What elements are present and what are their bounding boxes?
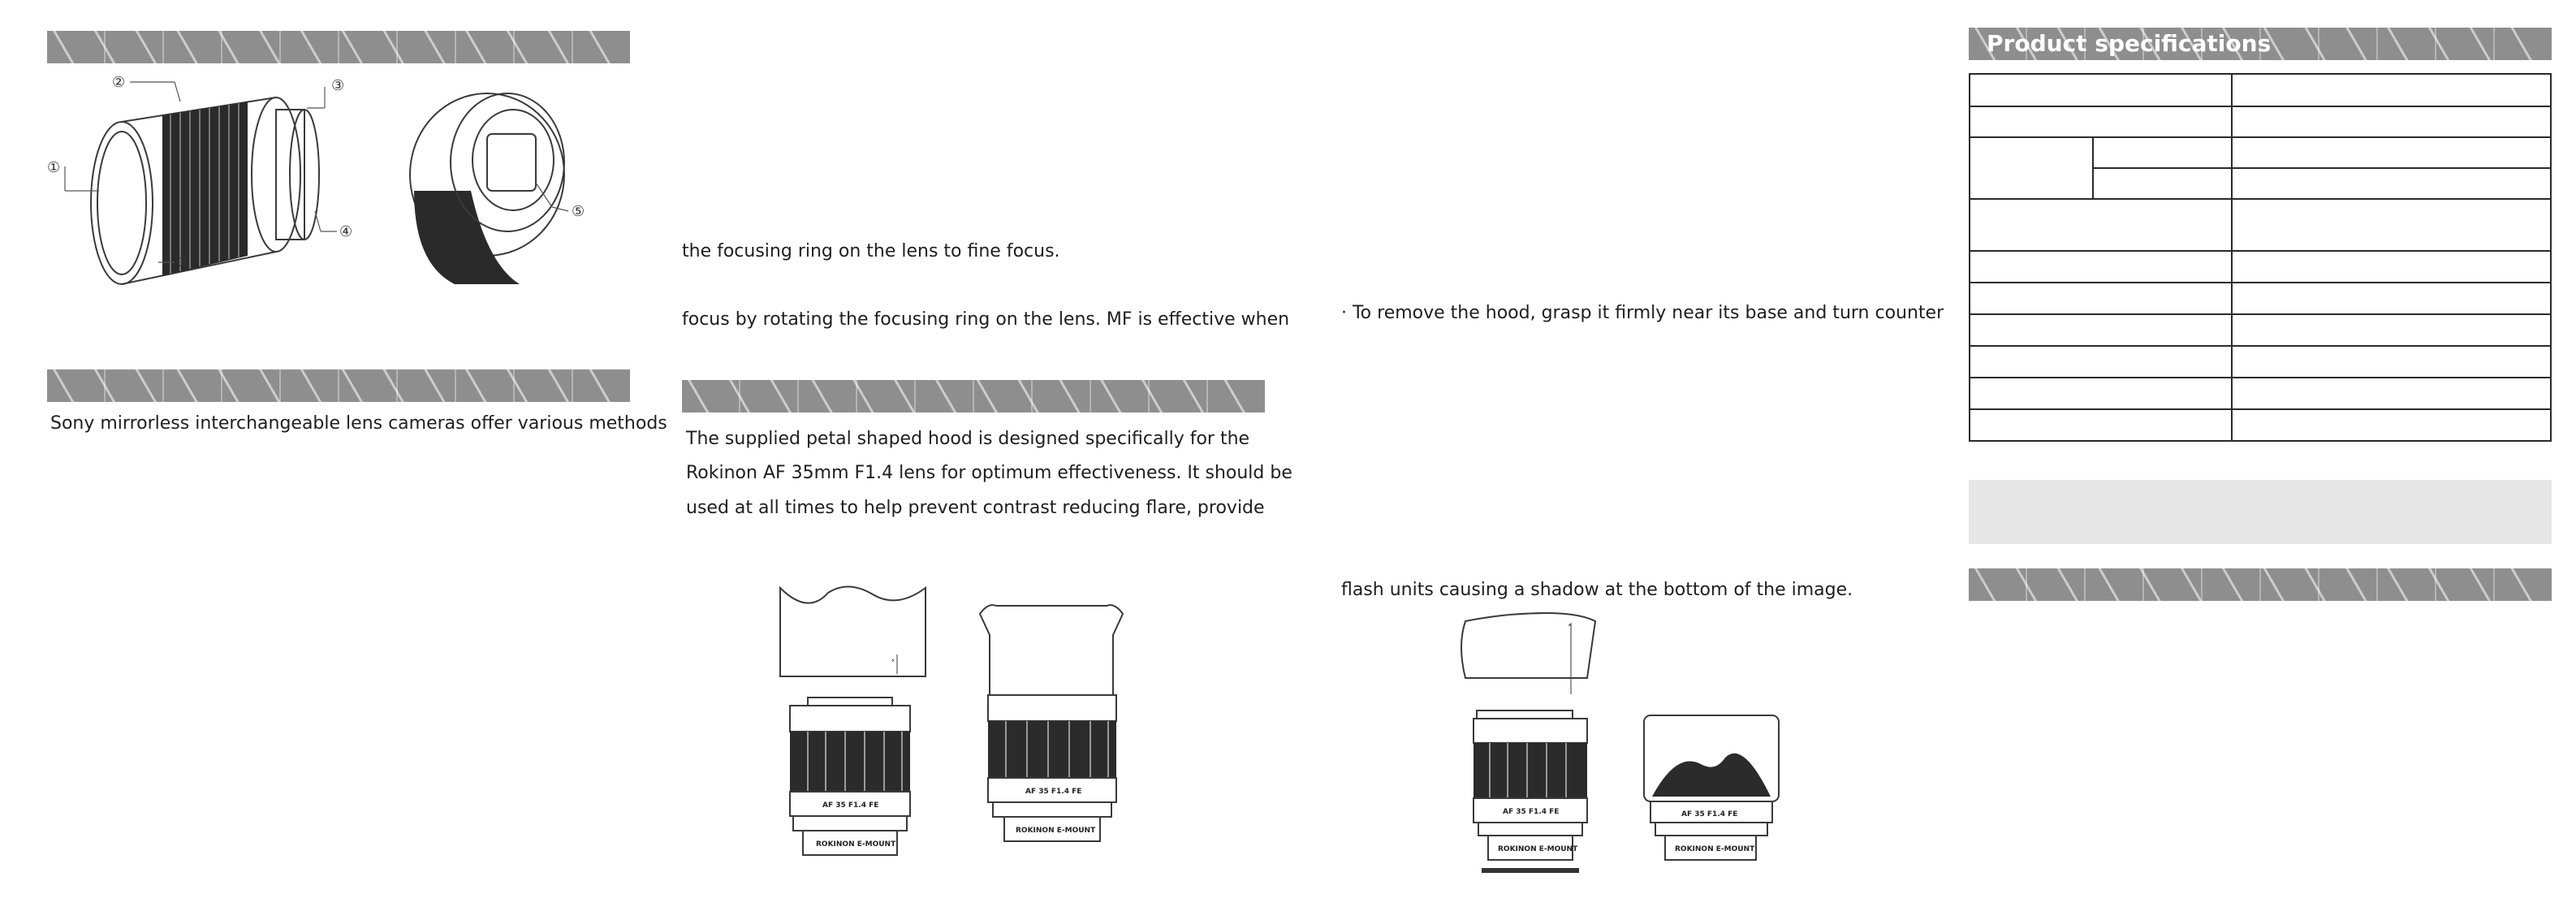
note-box (1969, 480, 2552, 544)
svg-text:⌃: ⌃ (1567, 624, 1573, 632)
callout-2: ② (112, 74, 126, 91)
mf-text-line-2: focus by rotating the focusing ring on the lens. MF is effective when (682, 309, 1290, 330)
flash-shadow-text: flash units causing a shadow at the bottom of the image. (1341, 580, 1853, 600)
lens-model-label: AF 35 F1.4 FE (1025, 788, 1082, 796)
svg-text:›: › (891, 657, 895, 665)
callout-6: ⑥ (177, 254, 191, 271)
lens-model-label: AF 35 F1.4 FE (1503, 808, 1560, 816)
lens-model-label: AF 35 F1.4 FE (822, 801, 879, 810)
specifications-table (1969, 73, 2552, 442)
mount-label: ROKINON E-MOUNT (1016, 827, 1096, 835)
table-row (1970, 137, 2551, 168)
hood-reverse-diagram (1457, 613, 1790, 885)
table-row (1970, 283, 2551, 314)
hood-text-line-2: Rokinon AF 35mm F1.4 lens for optimum effectiveness. It should be (686, 463, 1292, 483)
mount-label: ROKINON E-MOUNT (1675, 845, 1755, 853)
hood-remove-text: · To remove the hood, grasp it firmly near its base and turn counter (1341, 303, 1944, 323)
callout-1: ① (47, 159, 61, 176)
table-row (1970, 106, 2551, 137)
section-header-bar (47, 369, 630, 402)
table-row (1970, 409, 2551, 441)
focus-methods-text: Sony mirrorless interchangeable lens cameras offer various methods (50, 413, 667, 434)
mf-text-line-1: the focusing ring on the lens to fine focus. (682, 241, 1060, 261)
table-row (1970, 314, 2551, 346)
focus-ring (162, 101, 248, 276)
table-row (1970, 199, 2551, 251)
table-row (1970, 346, 2551, 378)
callout-3: ③ (331, 77, 345, 94)
table-row (1970, 74, 2551, 106)
callout-5: ⑤ (572, 203, 585, 220)
table-row (1970, 378, 2551, 409)
callout-4: ④ (339, 223, 353, 240)
hood-text-line-3: used at all times to help prevent contrast reducing flare, provide (686, 498, 1265, 518)
lens-model-label: AF 35 F1.4 FE (1681, 810, 1738, 818)
table-row (1970, 251, 2551, 283)
section-header-bar (1969, 568, 2552, 601)
mount-label: ROKINON E-MOUNT (1498, 845, 1578, 853)
section-header-bar (682, 380, 1265, 412)
hood-text-line-1: The supplied petal shaped hood is designed specifically for the (686, 429, 1250, 449)
specifications-header (1969, 28, 2552, 60)
section-header-bar (47, 31, 630, 63)
lens-parts-diagram (32, 69, 617, 288)
specifications-title: Product specifications (1987, 30, 2272, 57)
mount-label: ROKINON E-MOUNT (816, 840, 896, 849)
hood-attach-diagram (775, 583, 1133, 875)
